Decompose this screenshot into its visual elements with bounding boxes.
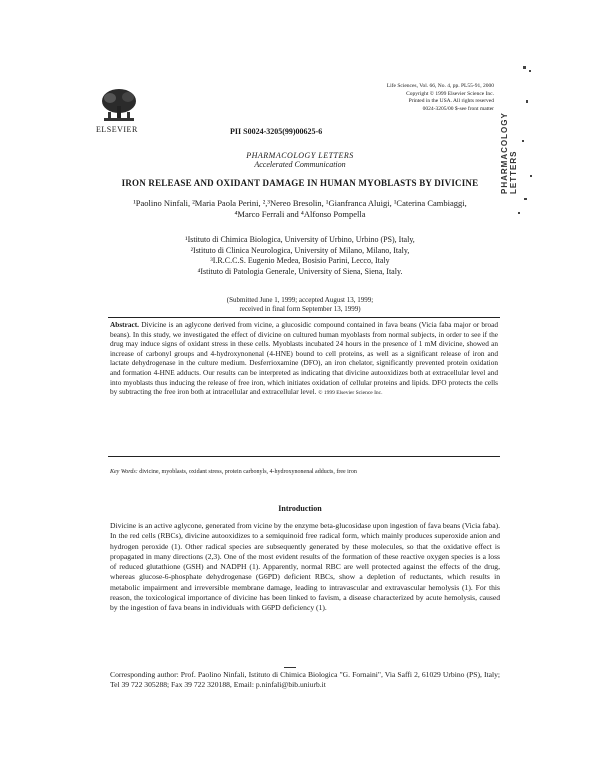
section-heading: Introduction <box>278 504 322 513</box>
journal-citation <box>382 83 494 113</box>
affiliation: ⁴Istituto di Patologia Generale, University of Siena, Siena, Italy. <box>197 266 403 276</box>
section-type: PHARMACOLOGY LETTERS <box>246 151 354 160</box>
keywords-label: Key Words: <box>110 469 138 475</box>
scan-speck <box>530 175 532 177</box>
affiliation: ²Istituto di Clinica Neurologica, University of Milano, Milano, Italy, <box>190 245 410 255</box>
scan-speck <box>526 100 528 103</box>
abstract-copyright: © 1999 Elsevier Science Inc. <box>318 390 383 397</box>
scan-speck <box>529 70 531 72</box>
dates-line: received in final form September 13, 1999) <box>239 305 361 313</box>
section-subtype: Accelerated Communication <box>254 160 346 169</box>
affiliation: ³I.R.C.C.S. Eugenio Medea, Bosisio Parini, Lecco, Italy <box>210 256 390 265</box>
article-title: IRON RELEASE AND OXIDANT DAMAGE IN HUMAN MYOBLASTS BY DIVICINE <box>121 178 479 188</box>
publisher-name: ELSEVIER <box>96 125 138 134</box>
correspondence-note: Corresponding author: Prof. Paolino Ninfali, Istituto di Chimica Biologica "G. Fornaini", Via Saffi 2, 61029 Urbino (PS), Italy; Tel 39 722 305288; Fax 39 722 320188, Email: p.ninfali@bib.uniurb.it <box>110 670 500 690</box>
scan-speck <box>523 66 526 69</box>
keywords-text: divicine, myoblasts, oxidant stress, protein carbonyls, 4-hydroxynonenal adducts, free iron <box>139 469 357 475</box>
submission-dates <box>150 296 450 314</box>
abstract <box>110 320 498 399</box>
side-section-label: PHARMACOLOGY LETTERS <box>500 112 518 194</box>
journal-line: Life Sciences, Vol. 66, No. 4, pp. PL55-91, 2000 <box>386 83 494 89</box>
authors-line: ⁴Marco Ferrali and ⁴Alfonso Pompella <box>234 209 366 219</box>
dates-line: (Submitted June 1, 1999; accepted August 13, 1999; <box>226 296 374 304</box>
author-list <box>120 198 480 220</box>
authors-line: ¹Paolino Ninfali, ²Maria Paola Perini, ²,³Nereo Bresolin, ¹Gianfranca Aluigi, ¹Caterina Cambiaggi, <box>133 198 467 208</box>
affiliations <box>150 235 450 277</box>
abstract-text: Divicine is an aglycone derived from vicine, a glucosidic compound contained in fava beans (Vicia faba major or broad beans). In this study, we investigated the effect of divicine on cultured human myoblasts from normal subjects, in order to see if the drug may induce signs of oxidant stress in these cells. Myoblasts incubated 24 hours in the presence of 1 mM divicine, showed an increase of carbonyl groups and 4-hydroxynonenal (4-HNE) bound to cell proteins, as well as a significant release of iron and lactate dehydrogenase in the culture medium. Desferrioxamine (DFO), an iron chelator, significantly prevented protein oxidation and formation 4-HNE adducts. Our results can be interpreted as indicating that divicine autooxidizes both at extracellular level and into myoblasts thus inducing the release of free iron, which initiates oxidation of cellular proteins and lipids. DFO protects the cells by subtracting the free iron both at intracellular and extracellular level. <box>110 320 499 397</box>
scan-speck <box>524 198 527 200</box>
abstract-label: Abstract. <box>110 320 139 329</box>
intro-paragraph: Divicine is an active aglycone, generated from vicine by the enzyme beta-glucosidase upon ingestion of fava beans (Vicia faba). In the red cells (RBCs), divicine autooxidizes to a semiquinoid free radical form, which mainly produces superoxide anion and hydrogen peroxide (1). Other radical species are subsequently generated by these molecules, so that the oxidative effect is propagated in many directions (2,3). One of the most evident results of the formation of these reactive oxygen species is a loss of reduced glutathione (GSH) and NADPH (1). Apparently, normal RBC are well protected against the effects of the drug, whereas glucose-6-phosphate dehydrogenase (G6PD) deficient RBCs, show a depletion of reductants, which results in metabolic impairment and irreversible membrane damage, leading to intravascular and extravascular hemolysis (1). For this reason, the toxicological importance of divicine has been linked to favism, a disease characterized by acute hemolysis, caused by the ingestion of fava beans in individuals with G6PD deficiency (1). <box>110 521 500 613</box>
keywords <box>110 469 500 475</box>
affiliation: ¹Istituto di Chimica Biologica, University of Urbino, Urbino (PS), Italy, <box>185 235 415 244</box>
scan-speck <box>518 212 520 214</box>
pii-number: PII S0024-3205(99)00625-6 <box>230 127 323 136</box>
journal-line: Printed in the USA. All rights reserved <box>408 98 494 104</box>
journal-line: 0024-3205/00 $-see front matter <box>422 105 494 112</box>
scan-speck <box>522 140 524 142</box>
footnote-divider <box>284 667 296 668</box>
elsevier-tree-logo <box>98 88 140 126</box>
journal-line: Copyright © 1999 Elsevier Science Inc. <box>406 90 494 97</box>
